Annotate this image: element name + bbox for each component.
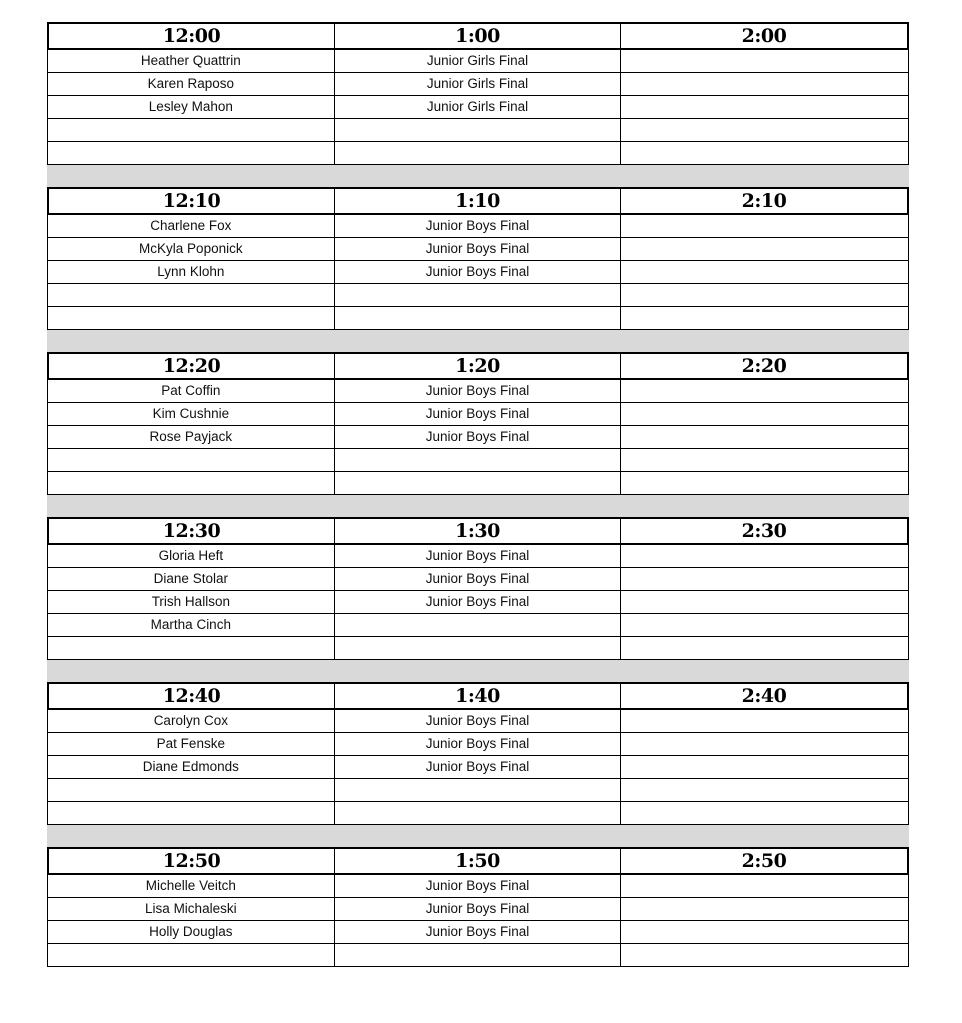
empty-cell [621, 472, 908, 494]
time-header-cell: 2:50 [741, 850, 787, 872]
name-cell: Pat Coffin [48, 380, 335, 402]
name-cell: Holly Douglas [48, 921, 335, 943]
event-cell [335, 449, 622, 471]
event-cell [335, 614, 622, 636]
block-separator [47, 495, 909, 517]
time-header-cell: 12:20 [49, 354, 335, 378]
event-cell: Junior Boys Final [335, 591, 622, 613]
table-row [47, 142, 909, 165]
table-row [47, 779, 909, 802]
time-header-row [47, 517, 909, 545]
name-cell: Gloria Heft [48, 545, 335, 567]
name-cell: Lesley Mahon [48, 96, 335, 118]
name-cell [48, 142, 335, 164]
empty-cell [621, 545, 908, 567]
name-cell [48, 307, 335, 329]
time-header-cell: 2:40 [741, 685, 787, 707]
event-cell [335, 119, 622, 141]
name-cell [48, 802, 335, 824]
time-slot-block [47, 847, 909, 967]
empty-cell [621, 614, 908, 636]
block-separator [47, 660, 909, 682]
empty-cell [621, 96, 908, 118]
event-cell: Junior Boys Final [335, 898, 622, 920]
empty-cell [621, 238, 908, 260]
schedule-table [47, 22, 909, 967]
empty-cell [621, 733, 908, 755]
name-cell: Rose Payjack [48, 426, 335, 448]
table-row [47, 898, 909, 921]
time-slot-block [47, 517, 909, 660]
empty-cell [621, 756, 908, 778]
event-cell: Junior Girls Final [335, 50, 622, 72]
empty-cell [621, 898, 908, 920]
time-header-cell: 12:10 [49, 189, 335, 213]
empty-cell [621, 568, 908, 590]
empty-cell [621, 449, 908, 471]
event-cell: Junior Boys Final [335, 756, 622, 778]
event-cell: Junior Boys Final [335, 921, 622, 943]
empty-cell [621, 944, 908, 966]
empty-cell [621, 50, 908, 72]
time-header-cell: 2:30 [741, 520, 787, 542]
name-cell: Heather Quattrin [48, 50, 335, 72]
table-row [47, 733, 909, 756]
time-header-cell: 2:20 [741, 355, 787, 377]
event-cell: Junior Boys Final [335, 426, 622, 448]
event-cell [335, 142, 622, 164]
empty-cell [621, 380, 908, 402]
empty-cell [621, 591, 908, 613]
event-cell [335, 779, 622, 801]
name-cell [48, 944, 335, 966]
name-cell [48, 472, 335, 494]
name-cell: Lisa Michaleski [48, 898, 335, 920]
name-cell [48, 637, 335, 659]
table-row [47, 802, 909, 825]
event-cell [335, 637, 622, 659]
table-row [47, 403, 909, 426]
name-cell: McKyla Poponick [48, 238, 335, 260]
table-row [47, 944, 909, 967]
table-row [47, 238, 909, 261]
empty-cell [621, 710, 908, 732]
name-cell: Charlene Fox [48, 215, 335, 237]
name-cell: Karen Raposo [48, 73, 335, 95]
time-slot-block [47, 352, 909, 495]
empty-cell [621, 119, 908, 141]
table-row [47, 284, 909, 307]
name-cell: Carolyn Cox [48, 710, 335, 732]
time-header-cell: 1:10 [335, 189, 621, 213]
empty-cell [621, 73, 908, 95]
event-cell [335, 284, 622, 306]
time-header-row [47, 352, 909, 380]
empty-cell [621, 215, 908, 237]
event-cell [335, 307, 622, 329]
table-row [47, 921, 909, 944]
time-header-cell: 2:00 [741, 25, 787, 47]
table-row [47, 710, 909, 733]
table-row [47, 307, 909, 330]
time-header-cell: 1:30 [335, 519, 621, 543]
table-row [47, 426, 909, 449]
table-row [47, 449, 909, 472]
time-header-row [47, 187, 909, 215]
table-row [47, 614, 909, 637]
name-cell [48, 449, 335, 471]
name-cell: Martha Cinch [48, 614, 335, 636]
event-cell: Junior Boys Final [335, 261, 622, 283]
name-cell: Kim Cushnie [48, 403, 335, 425]
event-cell [335, 472, 622, 494]
name-cell [48, 284, 335, 306]
empty-cell [621, 802, 908, 824]
empty-cell [621, 921, 908, 943]
time-header-row [47, 682, 909, 710]
time-header-cell: 12:00 [49, 24, 335, 48]
table-row [47, 545, 909, 568]
block-separator [47, 825, 909, 847]
empty-cell [621, 307, 908, 329]
empty-cell [621, 142, 908, 164]
time-header-cell: 2:10 [741, 190, 787, 212]
empty-cell [621, 403, 908, 425]
table-row [47, 73, 909, 96]
empty-cell [621, 261, 908, 283]
table-row [47, 215, 909, 238]
table-row [47, 756, 909, 779]
table-row [47, 119, 909, 142]
table-row [47, 380, 909, 403]
event-cell: Junior Boys Final [335, 875, 622, 897]
event-cell: Junior Boys Final [335, 238, 622, 260]
empty-cell [621, 426, 908, 448]
event-cell: Junior Boys Final [335, 733, 622, 755]
time-slot-block [47, 22, 909, 165]
table-row [47, 50, 909, 73]
table-row [47, 568, 909, 591]
time-header-cell: 12:50 [49, 849, 335, 873]
time-header-row [47, 847, 909, 875]
empty-cell [621, 284, 908, 306]
time-header-cell: 1:50 [335, 849, 621, 873]
event-cell: Junior Boys Final [335, 545, 622, 567]
name-cell: Diane Edmonds [48, 756, 335, 778]
name-cell: Trish Hallson [48, 591, 335, 613]
event-cell [335, 802, 622, 824]
time-header-cell: 12:30 [49, 519, 335, 543]
block-separator [47, 165, 909, 187]
empty-cell [621, 779, 908, 801]
name-cell: Pat Fenske [48, 733, 335, 755]
event-cell: Junior Boys Final [335, 403, 622, 425]
event-cell: Junior Girls Final [335, 73, 622, 95]
name-cell [48, 779, 335, 801]
table-row [47, 591, 909, 614]
time-header-cell: 1:40 [335, 684, 621, 708]
name-cell: Diane Stolar [48, 568, 335, 590]
empty-cell [621, 875, 908, 897]
event-cell: Junior Boys Final [335, 568, 622, 590]
time-slot-block [47, 682, 909, 825]
table-row [47, 96, 909, 119]
event-cell: Junior Boys Final [335, 215, 622, 237]
time-header-cell: 1:20 [335, 354, 621, 378]
block-separator [47, 330, 909, 352]
name-cell: Lynn Klohn [48, 261, 335, 283]
time-header-cell: 12:40 [49, 684, 335, 708]
empty-cell [621, 637, 908, 659]
table-row [47, 261, 909, 284]
table-row [47, 875, 909, 898]
name-cell: Michelle Veitch [48, 875, 335, 897]
time-slot-block [47, 187, 909, 330]
table-row [47, 472, 909, 495]
name-cell [48, 119, 335, 141]
time-header-row [47, 22, 909, 50]
event-cell [335, 944, 622, 966]
time-header-cell: 1:00 [335, 24, 621, 48]
event-cell: Junior Girls Final [335, 96, 622, 118]
table-row [47, 637, 909, 660]
event-cell: Junior Boys Final [335, 380, 622, 402]
event-cell: Junior Boys Final [335, 710, 622, 732]
